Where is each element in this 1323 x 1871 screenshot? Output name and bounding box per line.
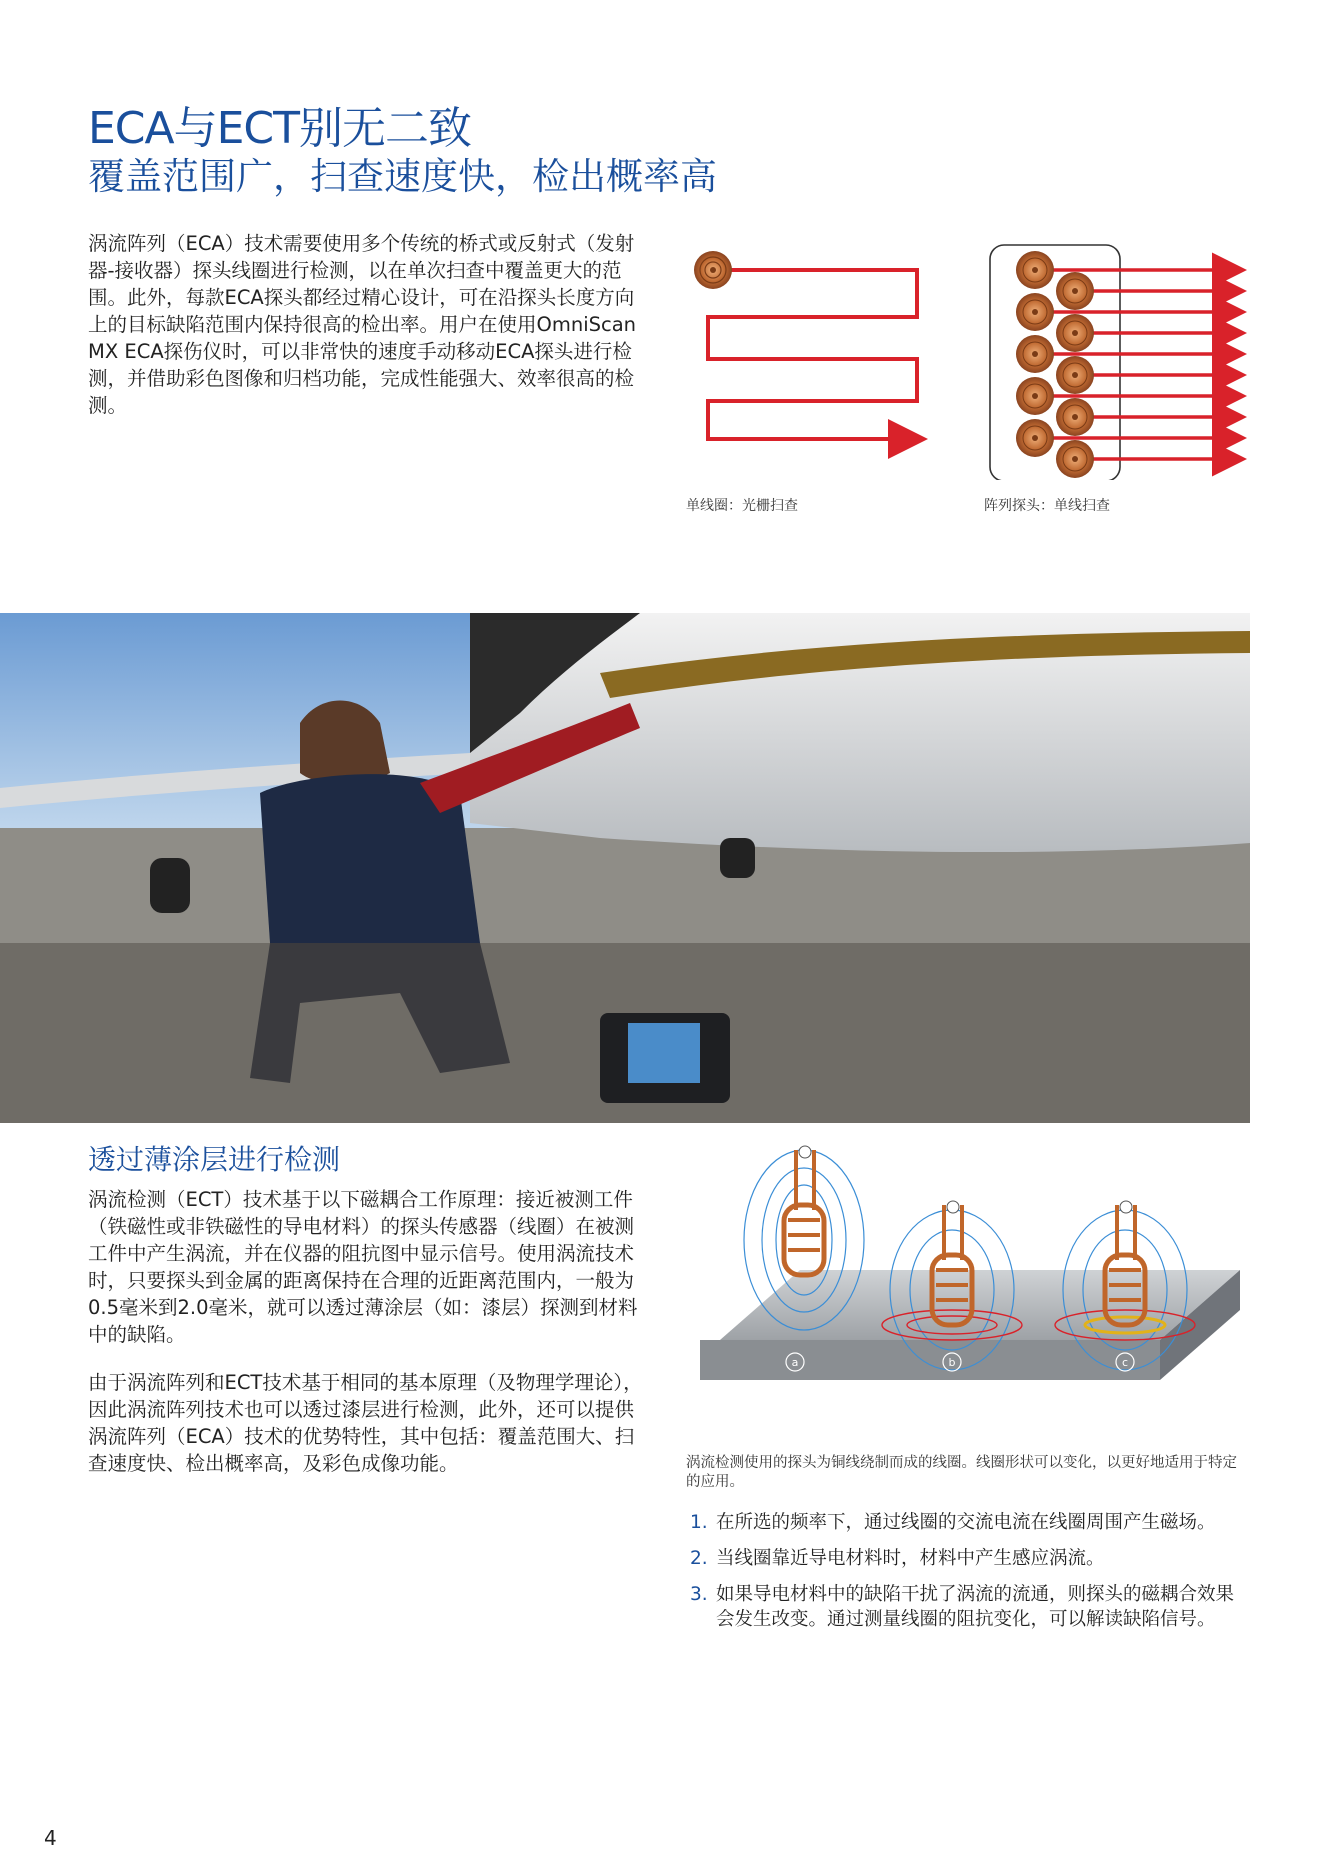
inspector-photo — [0, 613, 1250, 1123]
coil-diagram-caption: 涡流检测使用的探头为铜线绕制而成的线圈。线圈形状可以变化，以更好地适用于特定的应用。 — [686, 1455, 1237, 1490]
section-paragraph-2: 由于涡流阵列和ECT技术基于相同的基本原理（及物理学理论），因此涡流阵列技术也可以透过漆层进行检测，此外，还可以提供涡流阵列（ECA）技术的优势特性，其中包括：覆盖范围大、扫查速度快、检出概率高，及彩色成像功能。 — [88, 1371, 643, 1475]
array-scan-caption: 阵列探头：单线扫查 — [984, 498, 1110, 514]
section-heading: 透过薄涂层进行检测 — [88, 1143, 341, 1176]
raster-scan-caption: 单线圈：光栅扫查 — [686, 498, 798, 514]
page-subtitle: 覆盖范围广，扫查速度快，检出概率高 — [88, 155, 717, 198]
principle-steps-list — [686, 1510, 1246, 1643]
coil-label-a: a — [791, 1356, 799, 1369]
array-coil-icons — [1016, 251, 1094, 478]
page-title: ECA与ECT别无二致 — [88, 103, 472, 154]
page-number: 4 — [44, 1826, 57, 1850]
coil-label-c: c — [1121, 1356, 1129, 1369]
scan-pattern-diagram — [680, 235, 1260, 480]
eddy-current-coil-diagram — [680, 1140, 1240, 1440]
array-probe-outline — [990, 245, 1120, 480]
single-coil-icon — [694, 251, 732, 289]
raster-scan-path — [708, 270, 920, 439]
step-item: 2. 当线圈靠近导电材料时，材料中产生感应涡流。 — [690, 1548, 1105, 1569]
section-paragraph-1: 涡流检测（ECT）技术基于以下磁耦合工作原理：接近被测工件（铁磁性或非铁磁性的导电材料）的探头传感器（线圈）在被测工件中产生涡流，并在仪器的阻抗图中显示信号。使用涡流技术时，只要探头到金属的距离保持在合理的近距离范围内，一般为0.5毫米到2.0毫米，就可以透过薄涂层（如：漆层）探测到材料中的缺陷。 — [88, 1188, 638, 1346]
coil-label-b: b — [948, 1356, 956, 1369]
step-item: 3. 如果导电材料中的缺陷干扰了涡流的流通，则探头的磁耦合效果会发生改变。通过测量线圈的阻抗变化，可以解读缺陷信号。 — [690, 1584, 1235, 1630]
step-item: 1. 在所选的频率下，通过线圈的交流电流在线圈周围产生磁场。 — [690, 1512, 1216, 1533]
intro-paragraph: 涡流阵列（ECA）技术需要使用多个传统的桥式或反射式（发射器-接收器）探头线圈进行检测，以在单次扫查中覆盖更大的范围。此外，每款ECA探头都经过精心设计，可在沿探头长度方向上的目标缺陷范围内保持很高的检出率。用户在使用OmniScan MX ECA探伤仪时，可以非常快的速度手动移动ECA探头进行检测，并借助彩色图像和归档功能，完成性能强大、效率很高的检测。 — [88, 232, 637, 417]
